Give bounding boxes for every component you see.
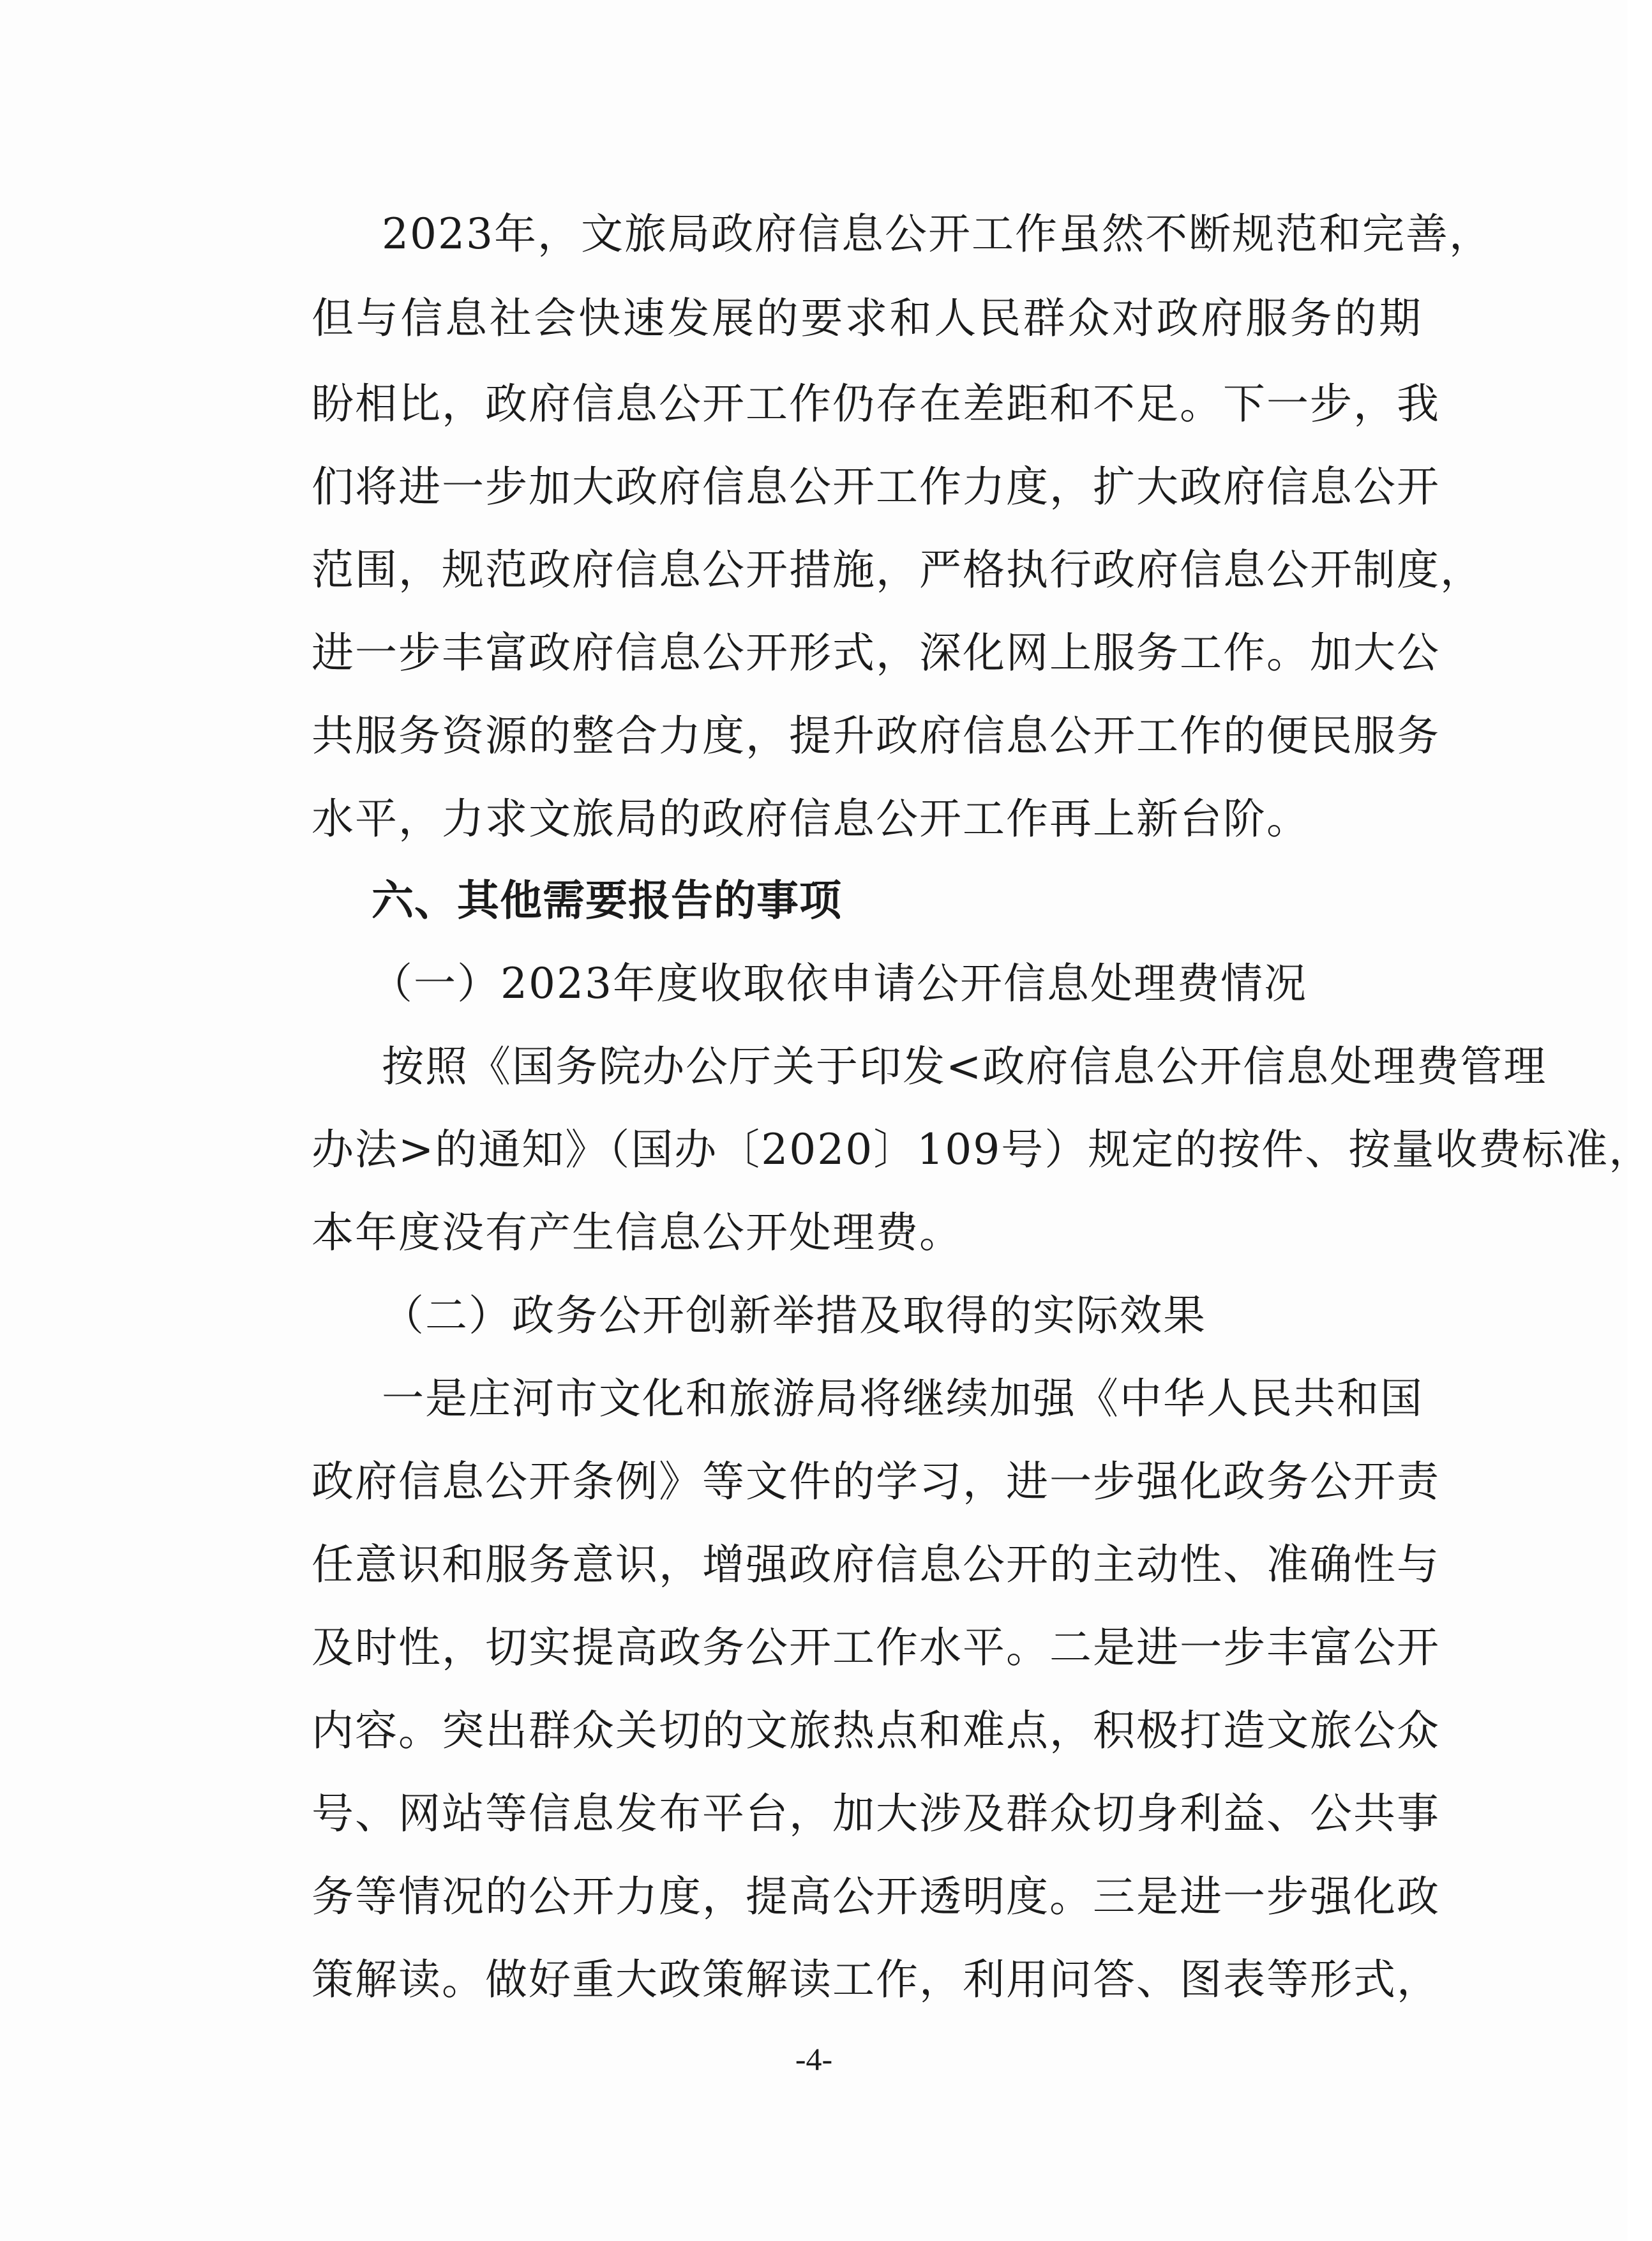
paragraph-line: 进一步丰富政府信息公开形式，深化网上服务工作。加大公 xyxy=(312,628,1440,677)
paragraph-line: 办法>的通知》（国办〔2020〕109号）规定的按件、按量收费标准， xyxy=(312,1125,1652,1174)
paragraph-line: 按照《国务院办公厅关于印发<政府信息公开信息处理费管理 xyxy=(382,1042,1547,1091)
page-number: -4- xyxy=(795,2041,833,2077)
paragraph-line: 范围，规范政府信息公开措施，严格执行政府信息公开制度， xyxy=(312,545,1483,594)
paragraph-line: 盼相比，政府信息公开工作仍存在差距和不足。下一步，我 xyxy=(312,379,1440,428)
paragraph-line: 一是庄河市文化和旅游局将继续加强《中华人民共和国 xyxy=(382,1374,1423,1423)
section-heading: 六、其他需要报告的事项 xyxy=(372,876,842,925)
paragraph-line: 本年度没有产生信息公开处理费。 xyxy=(312,1208,963,1257)
paragraph-line: 内容。突出群众关切的文旅热点和难点，积极打造文旅公众 xyxy=(312,1706,1440,1755)
paragraph-line: 策解读。做好重大政策解读工作，利用问答、图表等形式， xyxy=(312,1955,1440,2004)
paragraph-line: 政府信息公开条例》等文件的学习，进一步强化政务公开责 xyxy=(312,1457,1440,1506)
subsection-heading: （一）2023年度收取依申请公开信息处理费情况 xyxy=(370,959,1307,1008)
paragraph-line: 号、网站等信息发布平台，加大涉及群众切身利益、公共事 xyxy=(312,1789,1440,1838)
paragraph-line: 及时性，切实提高政务公开工作水平。二是进一步丰富公开 xyxy=(312,1623,1440,1672)
paragraph-line: 共服务资源的整合力度，提升政府信息公开工作的便民服务 xyxy=(312,711,1440,760)
paragraph-line: 任意识和服务意识，增强政府信息公开的主动性、准确性与 xyxy=(312,1540,1440,1589)
paragraph-line: 2023年，文旅局政府信息公开工作虽然不断规范和完善， xyxy=(382,209,1492,259)
paragraph-line: 水平，力求文旅局的政府信息公开工作再上新台阶。 xyxy=(312,794,1310,843)
subsection-heading: （二）政务公开创新举措及取得的实际效果 xyxy=(382,1291,1206,1340)
paragraph-line: 务等情况的公开力度，提高公开透明度。三是进一步强化政 xyxy=(312,1872,1440,1921)
paragraph-line: 们将进一步加大政府信息公开工作力度，扩大政府信息公开 xyxy=(312,462,1440,511)
paragraph-line: 但与信息社会快速发展的要求和人民群众对政府服务的期 xyxy=(312,294,1422,343)
